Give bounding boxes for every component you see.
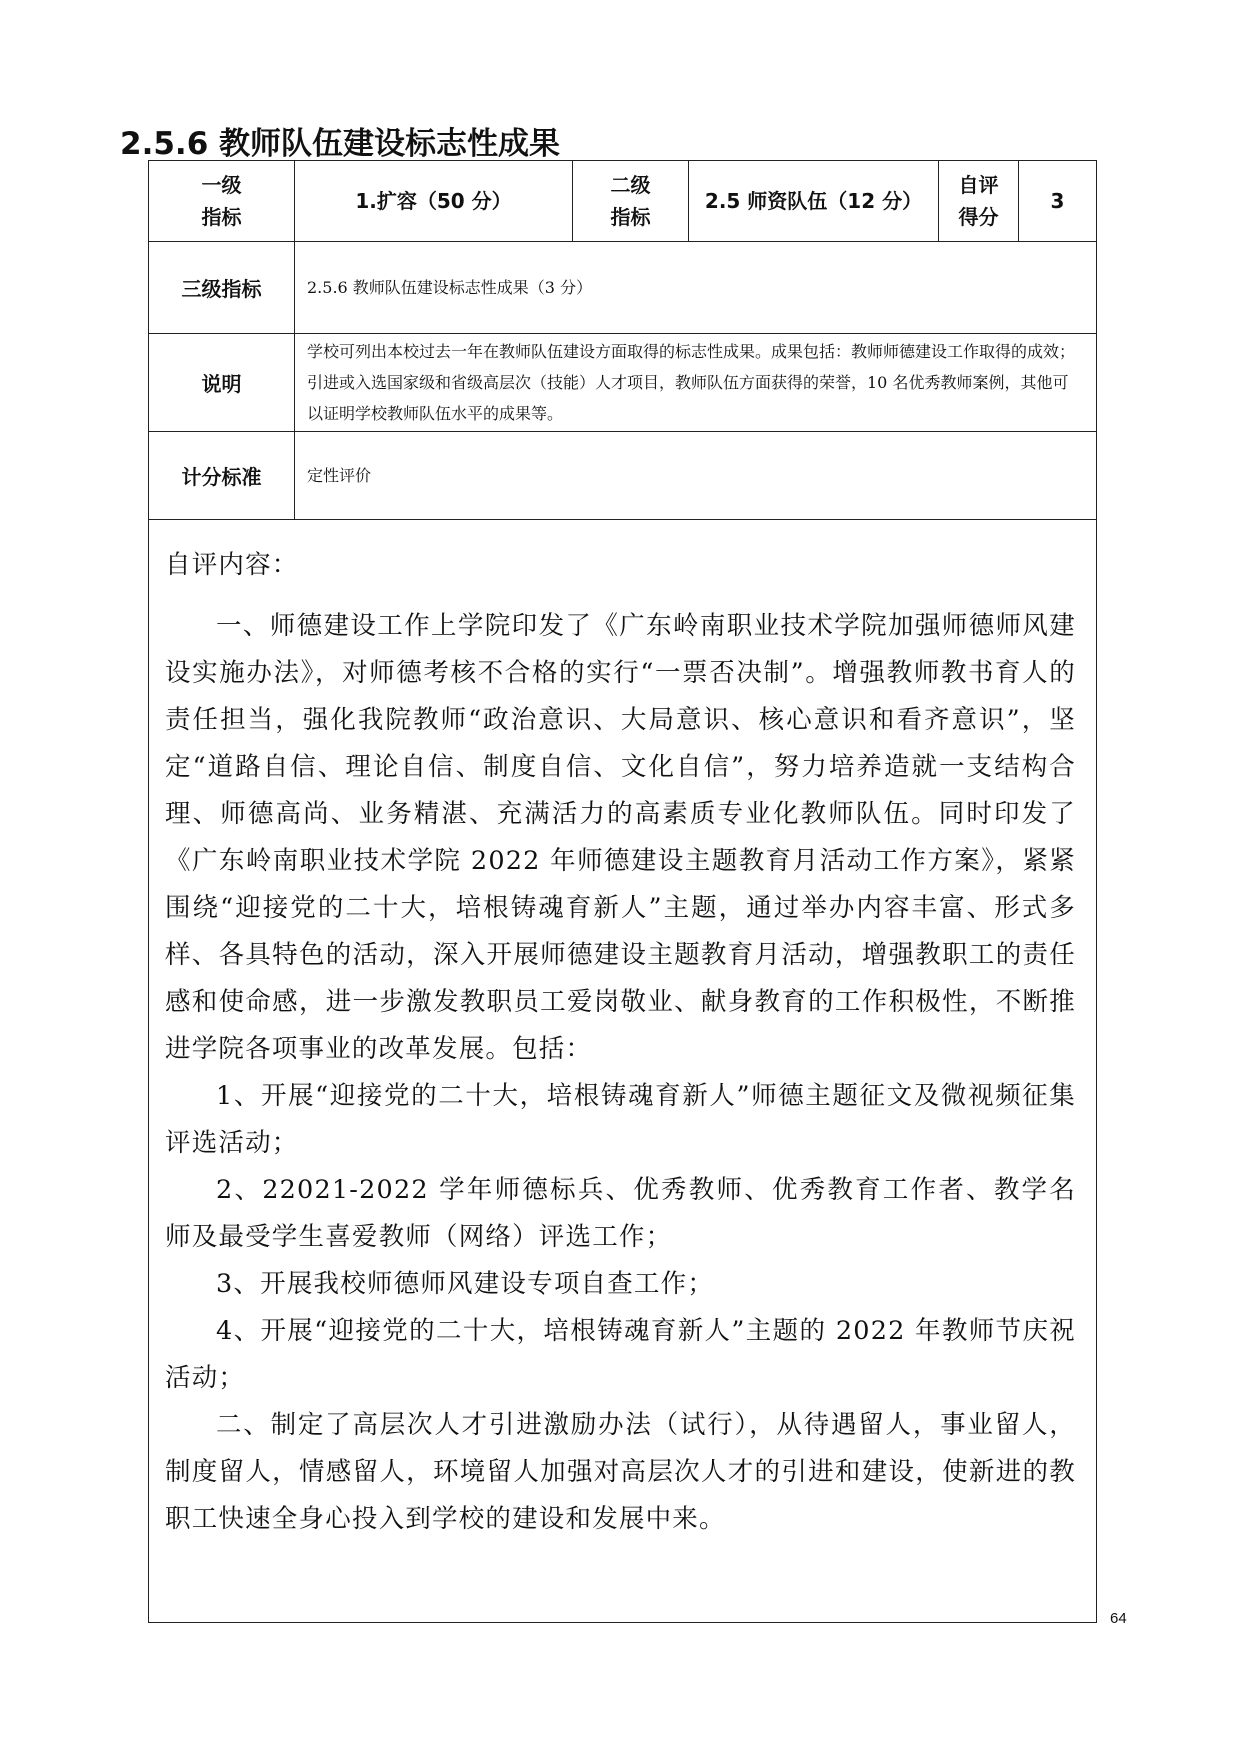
self-score-value: 3 (1019, 161, 1097, 242)
self-eval-content (149, 520, 1097, 1623)
self-eval-paragraph: 2、22021-2022 学年师德标兵、优秀教师、优秀教育工作者、教学名师及最受学生喜爱教师（网络）评选工作； (165, 1175, 1076, 1252)
self-eval-paragraph: 1、开展“迎接党的二十大，培根铸魂育新人”师德主题征文及微视频征集评选活动； (165, 1081, 1076, 1158)
level2-value: 2.5 师资队伍（12 分） (689, 161, 939, 242)
level1-label: 一级 指标 (149, 161, 295, 242)
self-eval-row (149, 520, 1097, 1623)
self-eval-paragraph: 4、开展“迎接党的二十大，培根铸魂育新人”主题的 2022 年教师节庆祝活动； (165, 1316, 1076, 1393)
level3-label: 三级指标 (149, 242, 295, 334)
level3-value: 2.5.6 教师队伍建设标志性成果（3 分） (295, 242, 1097, 334)
level2-label: 二级 指标 (573, 161, 689, 242)
level3-row (149, 242, 1097, 334)
self-eval-paragraph: 二、制定了高层次人才引进激励办法（试行），从待遇留人，事业留人，制度留人，情感留人，环境留人加强对高层次人才的引进和建设，使新进的教职工快速全身心投入到学校的建设和发展中来。 (165, 1410, 1076, 1534)
scoring-label: 计分标准 (149, 432, 295, 520)
section-title: 2.5.6 教师队伍建设标志性成果 (120, 126, 561, 162)
self-eval-paragraph: 3、开展我校师德师风建设专项自查工作； (216, 1269, 715, 1299)
description-row (149, 334, 1097, 432)
page-number: 64 (1110, 1610, 1127, 1627)
level1-value: 1.扩容（50 分） (295, 161, 573, 242)
scoring-value: 定性评价 (295, 432, 1097, 520)
self-eval-heading: 自评内容： (165, 550, 299, 580)
self-score-label: 自评 得分 (939, 161, 1019, 242)
description-value: 学校可列出本校过去一年在教师队伍建设方面取得的标志性成果。成果包括：教师师德建设工作取得的成效；引进或入选国家级和省级高层次（技能）人才项目，教师队伍方面获得的荣誉，10 名优秀教师案例，其他可以证明学校教师队伍水平的成果等。 (295, 334, 1097, 432)
scoring-row (149, 432, 1097, 520)
description-label: 说明 (149, 334, 295, 432)
header-row (149, 161, 1097, 242)
self-eval-paragraph: 一、师德建设工作上学院印发了《广东岭南职业技术学院加强师德师风建设实施办法》，对师德考核不合格的实行“一票否决制”。增强教师教书育人的责任担当，强化我院教师“政治意识、大局意识、核心意识和看齐意识”，坚定“道路自信、理论自信、制度自信、文化自信”，努力培养造就一支结构合理、师德高尚、业务精湛、充满活力的高素质专业化教师队伍。同时印发了《广东岭南职业技术学院 2022 年师德建设主题教育月活动工作方案》，紧紧围绕“迎接党的二十大，培根铸魂育新人”主题，通过举办内容丰富、形式多样、各具特色的活动，深入开展师德建设主题教育月活动，增强教职工的责任感和使命感，进一步激发教职员工爱岗敬业、献身教育的工作积极性，不断推进学院各项事业的改革发展。包括： (165, 611, 1076, 1064)
evaluation-table (148, 160, 1097, 1623)
